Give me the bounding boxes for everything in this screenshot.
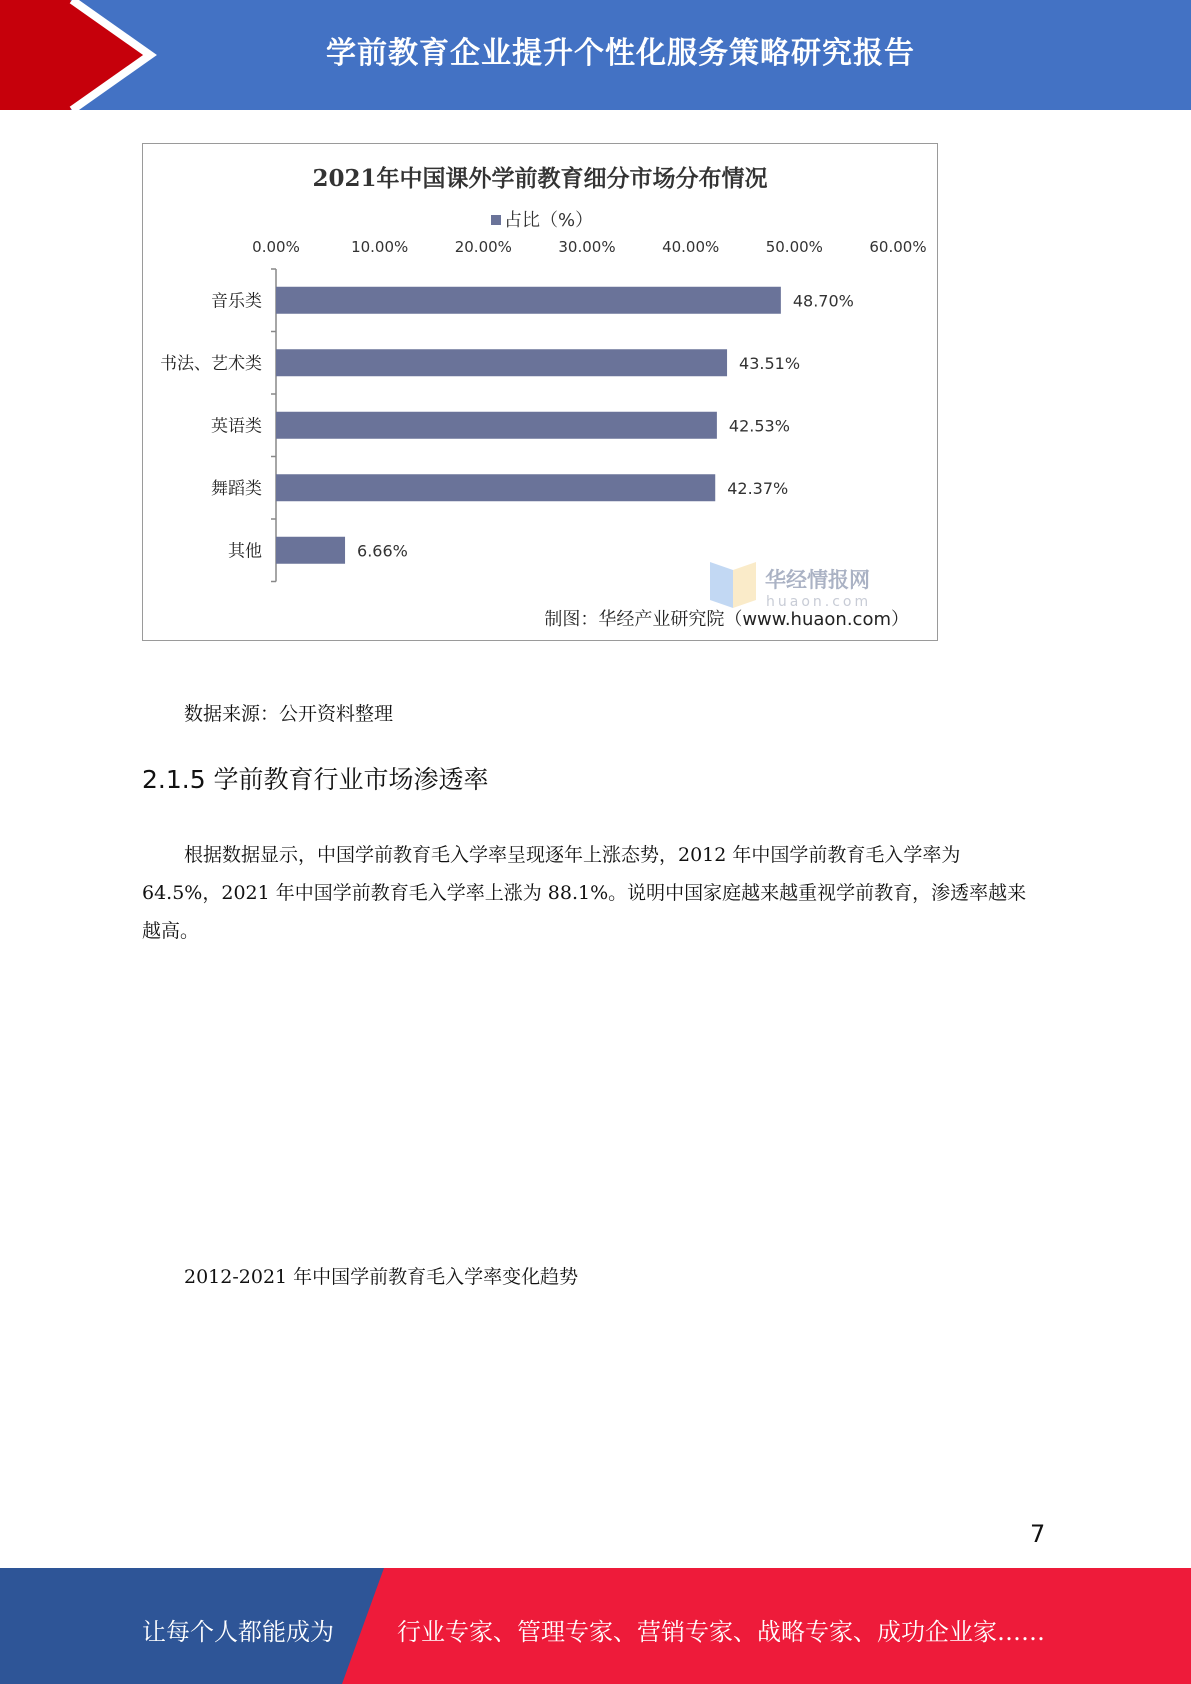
x-tick-label: 0.00% <box>252 238 300 256</box>
data-label: 42.37% <box>727 478 789 498</box>
data-label: 6.66% <box>357 541 408 561</box>
data-source-note: 数据来源：公开资料整理 <box>184 703 394 725</box>
bar-chart <box>142 143 938 641</box>
bar <box>276 537 345 564</box>
watermark-logo <box>710 562 756 608</box>
bar <box>276 412 717 439</box>
x-tick-label: 40.00% <box>662 238 720 256</box>
x-tick-label: 10.00% <box>351 238 409 256</box>
category-label: 音乐类 <box>211 291 262 312</box>
data-label: 48.70% <box>792 291 854 311</box>
body-paragraph: 根据数据显示，中国学前教育毛入学率呈现逐年上涨态势，2012 年中国学前教育毛入学率为 64.5%，2021 年中国学前教育毛入学率上涨为 88.1%。说明中国家庭越来越重视学前教育，渗透率越来越高。 <box>142 844 1027 942</box>
bar <box>276 349 727 376</box>
chart-title: 2021年中国课外学前教育细分市场分布情况 <box>312 165 768 192</box>
data-label: 42.53% <box>728 416 790 436</box>
legend-label: 占比（%） <box>504 210 594 231</box>
section-heading: 2.1.5 学前教育行业市场渗透率 <box>142 765 489 794</box>
x-tick-label: 20.00% <box>454 238 512 256</box>
page-header <box>0 0 1191 110</box>
legend-swatch <box>491 215 501 225</box>
category-label: 书法、艺术类 <box>160 353 262 374</box>
watermark-domain: huaon.com <box>766 594 872 610</box>
x-tick-label: 60.00% <box>869 238 927 256</box>
report-title: 学前教育企业提升个性化服务策略研究报告 <box>326 36 915 71</box>
page-footer <box>0 1568 1191 1684</box>
chart-canvas <box>143 144 937 640</box>
footer-slogan: 让每个人都能成为 <box>142 1618 334 1646</box>
x-tick-label: 30.00% <box>558 238 616 256</box>
page-number: 7 <box>1030 1520 1046 1548</box>
chart-caption: 2012-2021 年中国学前教育毛入学率变化趋势 <box>184 1266 579 1288</box>
category-label: 英语类 <box>211 416 262 437</box>
footer-tagline: 行业专家、管理专家、营销专家、战略专家、成功企业家…… <box>397 1618 1045 1646</box>
chart-credit: 制图：华经产业研究院（www.huaon.com） <box>544 609 909 630</box>
data-label: 43.51% <box>739 353 801 373</box>
category-label: 其他 <box>228 541 262 562</box>
bar <box>276 287 781 314</box>
x-tick-label: 50.00% <box>765 238 823 256</box>
bar <box>276 474 715 501</box>
watermark-name: 华经情报网 <box>765 568 870 592</box>
category-label: 舞蹈类 <box>211 478 262 499</box>
